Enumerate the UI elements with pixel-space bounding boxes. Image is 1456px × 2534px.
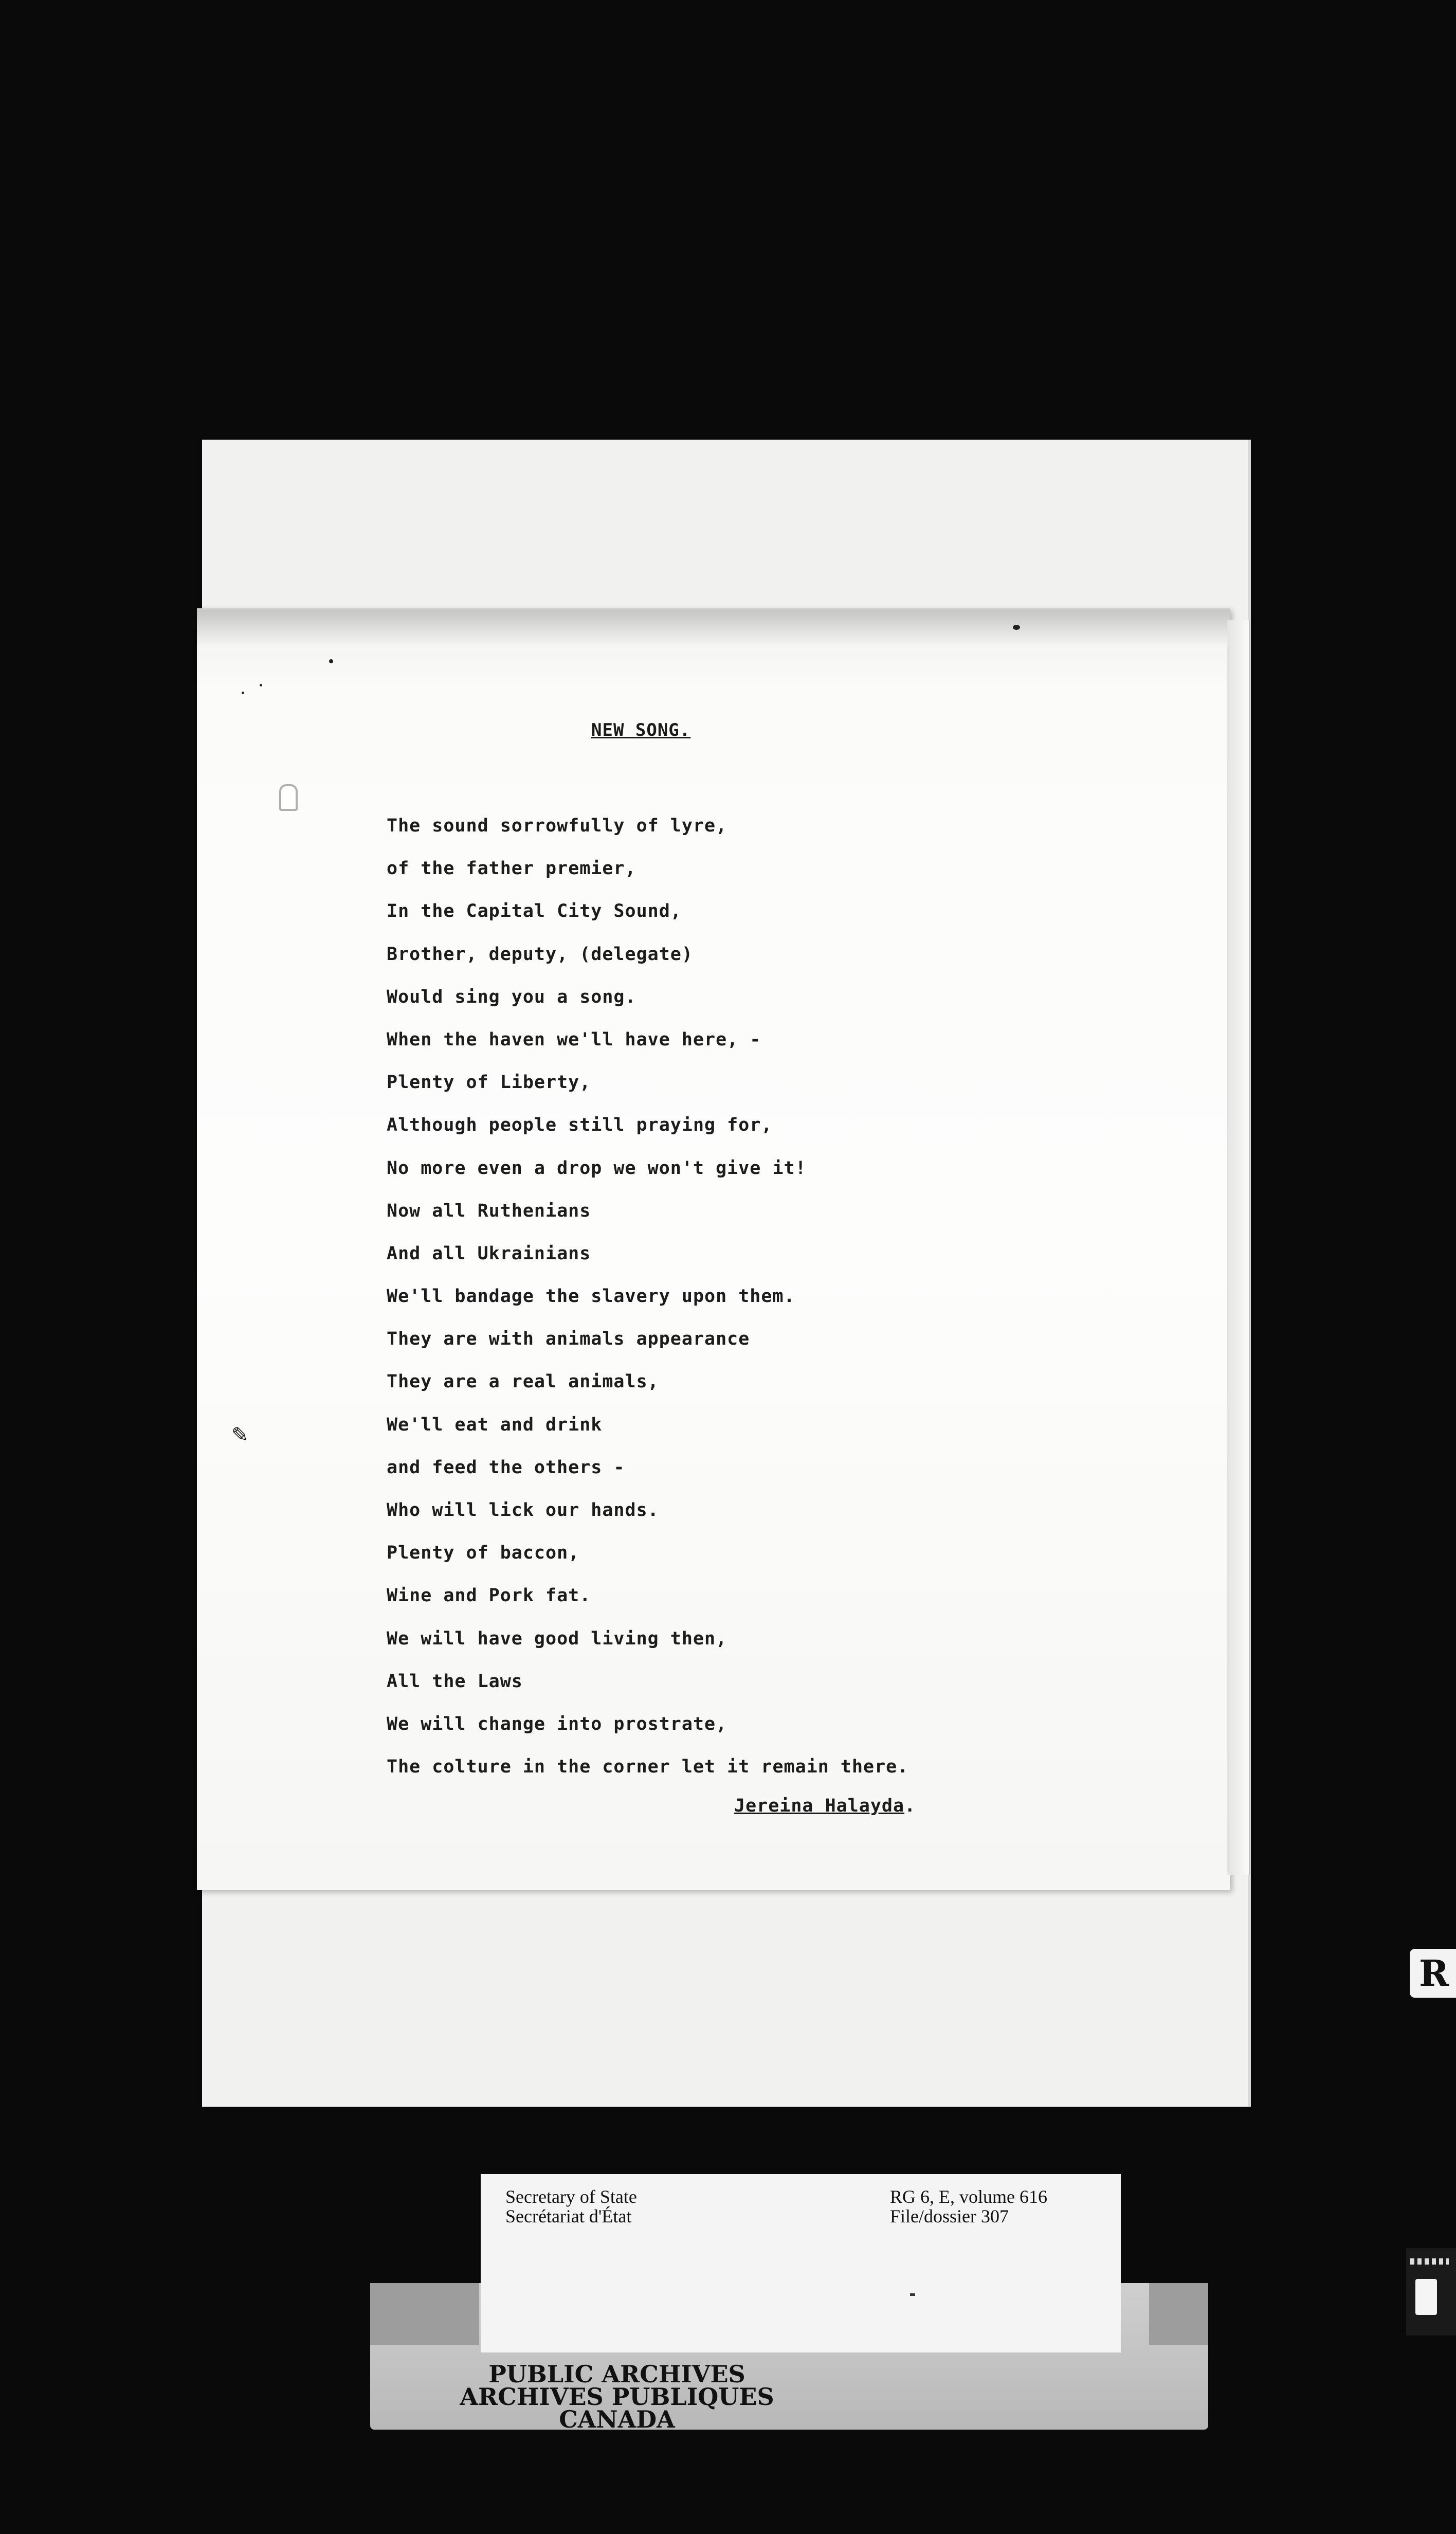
poem-line: And all Ukrainians: [387, 1243, 591, 1264]
ink-speck: [242, 692, 244, 694]
ink-speck: [1013, 625, 1020, 630]
poem-line: of the father premier,: [387, 858, 636, 879]
poem-line: The colture in the corner let it remain there.: [387, 1757, 909, 1778]
film-sprocket-strip: [1410, 2258, 1449, 2265]
poem-line: The sound sorrowfully of lyre,: [387, 816, 727, 836]
typed-signature: [734, 1796, 916, 1816]
sheet-fold-shadow: [197, 610, 1230, 646]
poem-line: We'll bandage the slavery upon them.: [387, 1286, 795, 1307]
poem-line: In the Capital City Sound,: [387, 901, 682, 922]
paperclip-mark: [279, 784, 298, 811]
film-edge-marker: [1406, 2248, 1456, 2336]
poem-line: Who will lick our hands.: [387, 1500, 659, 1521]
department-english: Secretary of State: [505, 2186, 637, 2207]
sheet-right-curl: [1227, 620, 1250, 1875]
holder-slot-left: [370, 2283, 479, 2345]
holder-line-3: CANADA: [559, 2405, 675, 2433]
ink-speck: [329, 659, 333, 663]
holder-line-1: PUBLIC ARCHIVES: [488, 2360, 745, 2388]
poem-line: No more even a drop we won't give it!: [387, 1157, 807, 1179]
poem-line: Wine and Pork fat.: [387, 1585, 591, 1606]
poem-line: We will change into prostrate,: [387, 1713, 727, 1734]
adjacent-frame-tab: R: [1410, 1949, 1456, 1998]
poem-line: When the haven we'll have here, -: [387, 1029, 761, 1050]
label-reference: [890, 2187, 1047, 2226]
record-group-reference: RG 6, E, volume 616: [890, 2186, 1047, 2207]
poem-line: They are a real animals,: [387, 1371, 659, 1392]
poem-text: [387, 805, 908, 1788]
poem-line: and feed the others -: [387, 1457, 625, 1478]
file-dossier-number: File/dossier 307: [890, 2206, 1009, 2227]
poem-line: We'll eat and drink: [387, 1414, 603, 1435]
label-mark: [910, 2293, 915, 2296]
margin-ink-mark: ✎: [231, 1423, 249, 1447]
ink-speck: [260, 684, 262, 686]
poem-line: Although people still praying for,: [387, 1115, 773, 1136]
poem-line: We will have good living then,: [387, 1628, 727, 1649]
department-french: Secrétariat d'État: [505, 2206, 632, 2227]
holder-slot-right: [1149, 2283, 1208, 2345]
poem-line: Plenty of Liberty,: [387, 1072, 591, 1093]
signature-period: .: [904, 1796, 916, 1816]
poem-line: Plenty of baccon,: [387, 1543, 580, 1564]
archive-holder-text: [437, 2360, 797, 2433]
poem-line: Now all Ruthenians: [387, 1200, 591, 1221]
holder-line-2: ARCHIVES PUBLIQUES: [460, 2383, 774, 2411]
poem-line: All the Laws: [387, 1671, 523, 1692]
poem-line: Would sing you a song.: [387, 986, 636, 1007]
page-title: NEW SONG.: [591, 720, 691, 740]
poem-line: They are with animals appearance: [387, 1329, 750, 1350]
poem-line: Brother, deputy, (delegate): [387, 944, 693, 965]
label-department: [505, 2187, 637, 2226]
film-edge-window: [1415, 2279, 1437, 2315]
signature-name: Jereina Halayda: [734, 1796, 905, 1816]
